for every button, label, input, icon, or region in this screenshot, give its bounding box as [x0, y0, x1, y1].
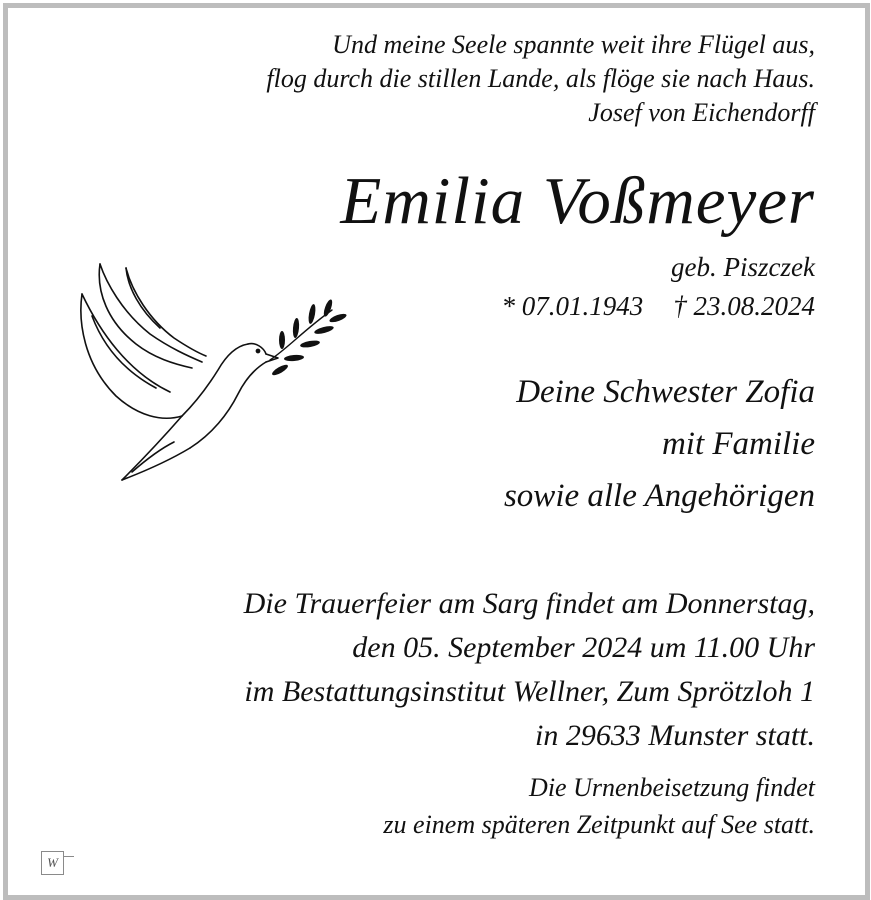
- life-dates: [502, 288, 816, 324]
- mourner-line-3: sowie alle Angehörigen: [503, 478, 815, 514]
- mourners-list: [504, 366, 815, 522]
- publisher-logo: [41, 851, 77, 879]
- quote-line-2: flog durch die stillen Lande, als flöge sie nach Haus.: [266, 64, 815, 93]
- death-date: † 23.08.2024: [673, 291, 815, 321]
- quote-author: Josef von Eichendorff: [588, 98, 815, 127]
- publisher-logo-line: [64, 856, 74, 857]
- urn-line-1: Die Urnenbeisetzung findet: [529, 773, 815, 802]
- ceremony-line-4: in 29633 Munster statt.: [534, 719, 815, 752]
- mourner-line-1: Deine Schwester Zofia: [516, 374, 815, 410]
- publisher-logo-mark: W: [41, 851, 64, 875]
- funeral-ceremony-info: [244, 582, 815, 758]
- urn-line-2: zu einem späteren Zeitpunkt auf See statt.: [383, 810, 815, 839]
- deceased-name: Emilia Voßmeyer: [340, 164, 815, 238]
- dove-with-olive-branch-icon: [70, 252, 350, 492]
- birth-name: geb. Piszczek: [671, 252, 815, 282]
- poem-quote: [266, 28, 815, 130]
- ceremony-line-2: den 05. September 2024 um 11.00 Uhr: [352, 631, 815, 664]
- quote-line-1: Und meine Seele spannte weit ihre Flügel aus,: [332, 30, 815, 59]
- mourner-line-2: mit Familie: [661, 426, 815, 462]
- urn-burial-info: [383, 769, 815, 843]
- ceremony-line-1: Die Trauerfeier am Sarg findet am Donnerstag,: [243, 587, 815, 620]
- ceremony-line-3: im Bestattungsinstitut Wellner, Zum Sprötzloh 1: [244, 675, 815, 708]
- birth-date: * 07.01.1943: [501, 291, 644, 321]
